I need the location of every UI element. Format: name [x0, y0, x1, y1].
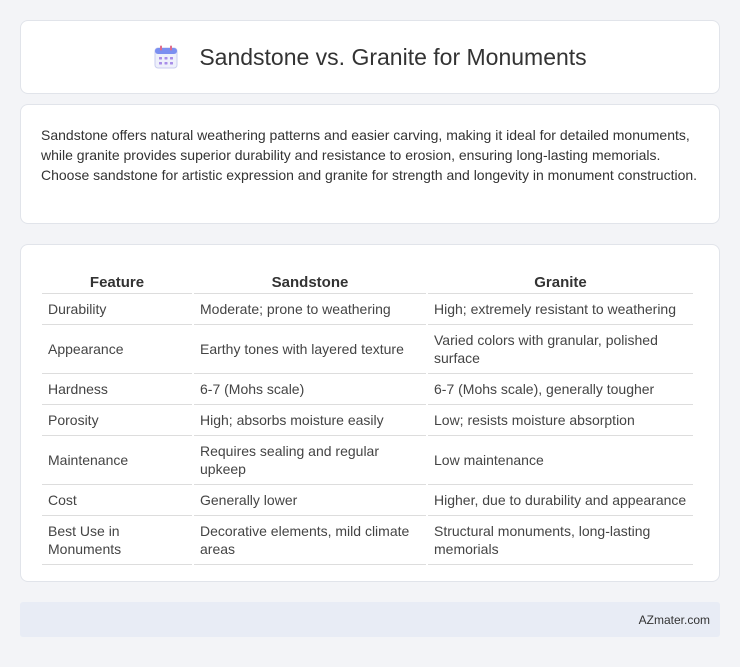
comparison-table — [40, 265, 695, 565]
table-header-row — [42, 265, 693, 294]
table-cell: 6-7 (Mohs scale), generally tougher — [428, 374, 693, 405]
table-cell: High; absorbs moisture easily — [194, 405, 426, 436]
table-cell: Best Use in Monuments — [42, 516, 192, 565]
footer-brand: AZmater.com — [638, 613, 710, 627]
table-cell: Hardness — [42, 374, 192, 405]
column-header-sandstone: Sandstone — [194, 265, 426, 294]
table-row — [42, 516, 693, 565]
table-cell: Requires sealing and regular upkeep — [194, 436, 426, 485]
table-cell: Durability — [42, 294, 192, 325]
table-cell: Appearance — [42, 325, 192, 374]
table-cell: Decorative elements, mild climate areas — [194, 516, 426, 565]
table-cell: Higher, due to durability and appearance — [428, 485, 693, 516]
table-cell: Earthy tones with layered texture — [194, 325, 426, 374]
title-card — [20, 20, 720, 94]
comparison-table-card — [20, 244, 720, 582]
column-header-feature: Feature — [42, 265, 192, 294]
table-row — [42, 294, 693, 325]
table-cell: 6-7 (Mohs scale) — [194, 374, 426, 405]
table-cell: Porosity — [42, 405, 192, 436]
table-row — [42, 485, 693, 516]
table-cell: Generally lower — [194, 485, 426, 516]
table-cell: Cost — [42, 485, 192, 516]
table-cell: Maintenance — [42, 436, 192, 485]
page-title: Sandstone vs. Granite for Monuments — [199, 43, 587, 70]
footer — [20, 602, 720, 637]
table-cell: High; extremely resistant to weathering — [428, 294, 693, 325]
table-row — [42, 325, 693, 374]
table-row — [42, 374, 693, 405]
table-cell: Low maintenance — [428, 436, 693, 485]
table-cell: Low; resists moisture absorption — [428, 405, 693, 436]
summary-card — [20, 104, 720, 224]
summary-text: Sandstone offers natural weathering patterns and easier carving, making it ideal for detailed monuments, while granite provides superior durability and resistance to erosion, ensuring long-lasting memorials. Choose sandstone for artistic expression and granite for strength and longevity in monument construction. — [41, 127, 698, 183]
table-cell: Varied colors with granular, polished surface — [428, 325, 693, 374]
table-cell: Structural monuments, long-lasting memorials — [428, 516, 693, 565]
calendar-icon — [153, 44, 179, 70]
table-cell: Moderate; prone to weathering — [194, 294, 426, 325]
column-header-granite: Granite — [428, 265, 693, 294]
table-row — [42, 436, 693, 485]
table-row — [42, 405, 693, 436]
